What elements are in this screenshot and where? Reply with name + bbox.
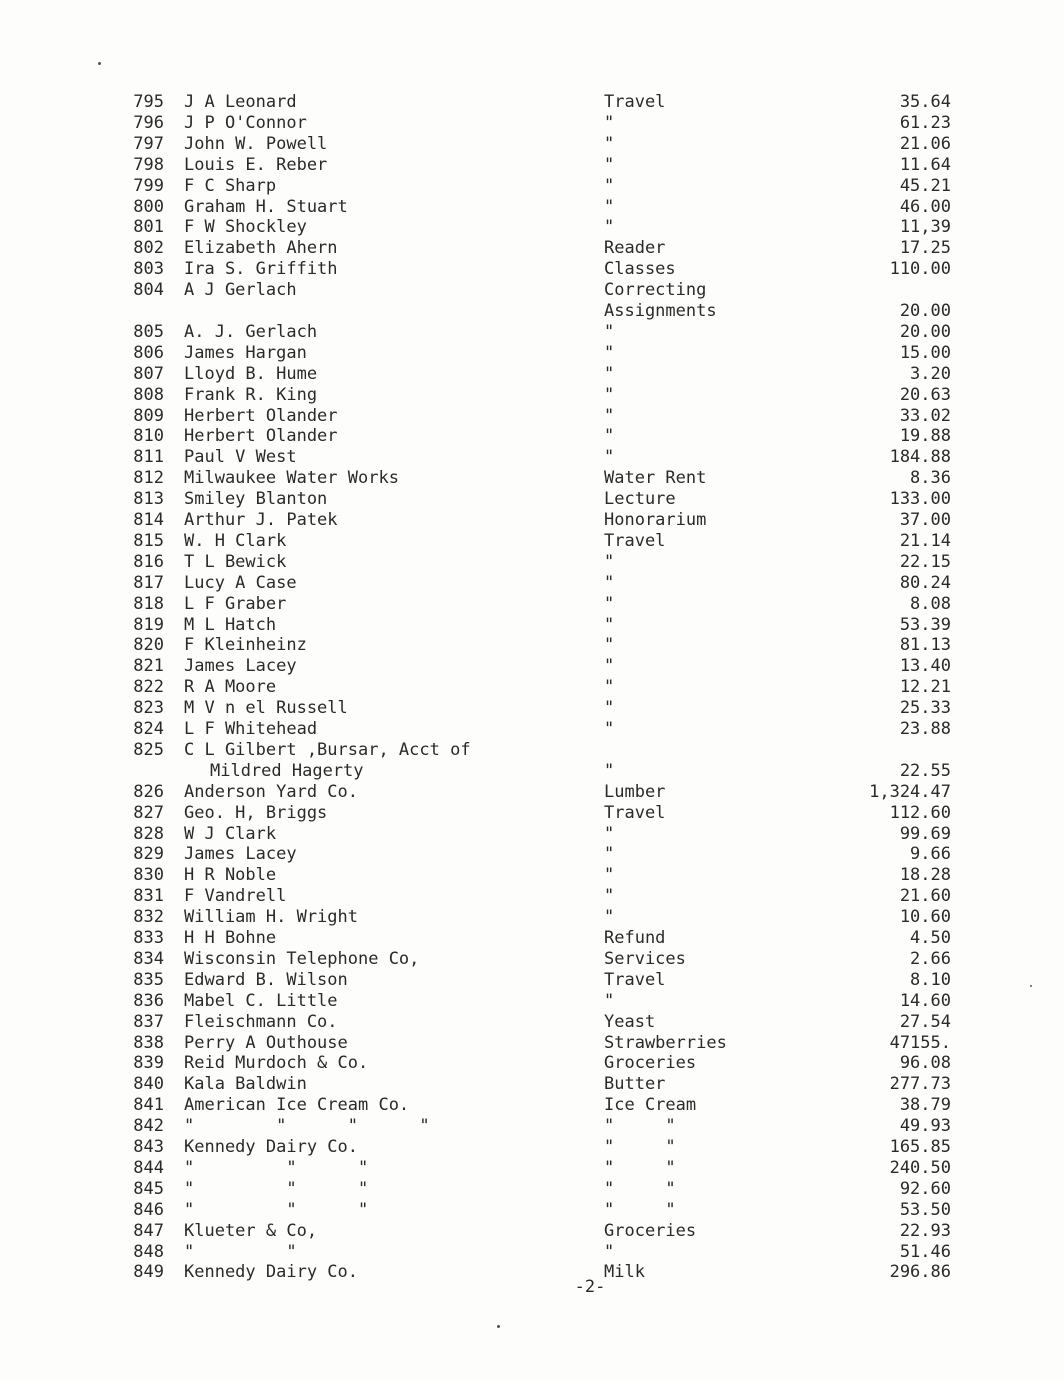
payment-amount: 25.33	[899, 698, 951, 719]
page-number: -2-	[574, 1277, 606, 1297]
payment-purpose: "	[604, 844, 615, 865]
ledger-row	[0, 594, 1064, 615]
voucher-number: 843	[133, 1137, 164, 1157]
payee-name: John W. Powell	[184, 133, 328, 154]
payee-name: W J Clark	[184, 823, 277, 844]
payment-purpose: " "	[604, 1199, 676, 1220]
payee-name: Frank R. King	[184, 384, 318, 405]
voucher-number: 834	[133, 948, 164, 969]
ledger-row	[0, 635, 1064, 656]
payment-purpose: Travel	[604, 802, 666, 823]
ledger-row	[0, 364, 1064, 385]
payee-name: " " "	[184, 1157, 369, 1178]
payment-purpose: "	[604, 426, 615, 447]
voucher-number: 808	[133, 384, 164, 405]
payee-name: James Hargan	[184, 342, 307, 363]
payment-purpose: "	[604, 363, 615, 384]
payment-purpose: "	[604, 907, 615, 928]
ledger-row	[0, 698, 1064, 719]
voucher-number: 816	[133, 551, 164, 572]
voucher-number: 849	[133, 1262, 164, 1283]
ledger-row	[0, 322, 1064, 343]
payee-name: Smiley Blanton	[184, 489, 328, 510]
ledger-row	[0, 844, 1064, 865]
ledger-row	[0, 573, 1064, 594]
ledger-row	[0, 656, 1064, 677]
payment-purpose: Travel	[604, 969, 666, 990]
ledger-row	[0, 259, 1064, 280]
payment-amount: 22.15	[899, 551, 951, 572]
payment-amount: 11,39	[899, 217, 951, 238]
payment-amount: 112.60	[889, 802, 951, 823]
payment-purpose-continued: Assignments	[604, 300, 717, 321]
ledger-row	[0, 886, 1064, 907]
payee-name: J A Leonard	[184, 92, 297, 112]
voucher-number: 824	[133, 719, 164, 739]
payee-name: Herbert Olander	[184, 426, 338, 447]
payment-amount: 2.66	[910, 948, 951, 969]
voucher-number: 829	[133, 844, 164, 865]
ledger-row	[0, 489, 1064, 510]
payee-name: A J Gerlach	[184, 280, 297, 301]
ledger-row	[0, 155, 1064, 176]
payee-name: M L Hatch	[184, 614, 277, 635]
payment-purpose: Ice Cream	[604, 1095, 697, 1116]
payment-purpose: Services	[604, 948, 686, 969]
payment-amount: 23.88	[899, 719, 951, 739]
payment-purpose: Correcting	[604, 280, 707, 301]
ledger-row	[0, 510, 1064, 531]
voucher-number: 831	[133, 886, 164, 907]
payment-amount: 133.00	[889, 489, 951, 510]
payment-amount: 277.73	[889, 1074, 951, 1095]
payment-purpose: "	[604, 593, 615, 614]
payee-name: James Lacey	[184, 656, 297, 677]
voucher-number: 801	[133, 217, 164, 238]
payment-amount: 9.66	[910, 844, 951, 865]
paper-speck	[1030, 985, 1032, 987]
payee-name: Kala Baldwin	[184, 1074, 307, 1095]
ledger-row	[0, 1200, 1064, 1221]
payee-name: Anderson Yard Co.	[184, 781, 358, 802]
ledger-row	[0, 1095, 1064, 1116]
payee-name: Paul V West	[184, 447, 297, 468]
payment-amount: 4.50	[910, 928, 951, 948]
voucher-number: 847	[133, 1220, 164, 1241]
ledger-row	[0, 176, 1064, 197]
payment-purpose: "	[604, 698, 615, 719]
payee-name: M V n el Russell	[184, 698, 348, 719]
ledger-row	[0, 343, 1064, 364]
voucher-number: 830	[133, 865, 164, 886]
ledger-row	[0, 1221, 1064, 1242]
payment-amount: 21.14	[899, 530, 951, 551]
ledger-row	[0, 280, 1064, 321]
payment-amount: 18.28	[899, 865, 951, 886]
payment-amount: 47155.	[889, 1032, 951, 1053]
payment-purpose: "	[604, 719, 615, 739]
payee-name: R A Moore	[184, 677, 277, 698]
payment-amount: 15.00	[899, 342, 951, 363]
payment-amount: 45.21	[899, 175, 951, 196]
payee-name: " " "	[184, 1199, 369, 1220]
payment-purpose: "	[604, 154, 615, 175]
ledger-row	[0, 406, 1064, 427]
voucher-number: 815	[133, 530, 164, 551]
voucher-number: 823	[133, 698, 164, 719]
payee-name: F C Sharp	[184, 175, 277, 196]
payment-amount: 61.23	[899, 112, 951, 133]
payment-amount: 240.50	[889, 1157, 951, 1178]
ledger-row	[0, 426, 1064, 447]
voucher-number: 837	[133, 1011, 164, 1032]
voucher-number: 795	[133, 92, 164, 112]
ledger-row	[0, 134, 1064, 155]
payment-purpose: Lecture	[604, 489, 676, 510]
payment-amount: 13.40	[899, 656, 951, 677]
ledger-row	[0, 385, 1064, 406]
payment-purpose: "	[604, 447, 615, 468]
payment-purpose: "	[604, 656, 615, 677]
payment-purpose: "	[604, 405, 615, 426]
payment-amount: 99.69	[899, 823, 951, 844]
payment-purpose: "	[604, 635, 615, 656]
payee-name: L F Graber	[184, 593, 287, 614]
payment-amount: 20.63	[899, 384, 951, 405]
ledger-row	[0, 719, 1064, 740]
payment-amount: 20.00	[899, 321, 951, 342]
payment-amount: 20.00	[899, 300, 951, 321]
voucher-number: 821	[133, 656, 164, 677]
payment-amount: 12.21	[899, 677, 951, 698]
payment-amount: 27.54	[899, 1011, 951, 1032]
voucher-number: 799	[133, 175, 164, 196]
ledger-row	[0, 803, 1064, 824]
payment-amount: 8.36	[910, 468, 951, 489]
voucher-number: 803	[133, 259, 164, 280]
payment-purpose: " "	[604, 1116, 676, 1137]
payee-name: Lucy A Case	[184, 572, 297, 593]
voucher-number: 809	[133, 405, 164, 426]
voucher-number: 833	[133, 928, 164, 948]
payment-purpose: Milk	[604, 1262, 645, 1283]
payment-amount: 49.93	[899, 1116, 951, 1137]
ledger-row	[0, 991, 1064, 1012]
voucher-number: 822	[133, 677, 164, 698]
voucher-number: 826	[133, 781, 164, 802]
payment-purpose: Reader	[604, 238, 666, 259]
payment-purpose: Classes	[604, 259, 676, 280]
payment-purpose: "	[604, 677, 615, 698]
paper-speck	[497, 1325, 500, 1328]
voucher-number: 813	[133, 489, 164, 510]
payment-purpose: "	[604, 384, 615, 405]
ledger-row	[0, 1242, 1064, 1263]
payment-purpose: Honorarium	[604, 510, 707, 530]
voucher-number: 828	[133, 823, 164, 844]
payment-amount: 96.08	[899, 1053, 951, 1074]
voucher-number: 825	[133, 739, 164, 760]
ledger-row	[0, 1053, 1064, 1074]
payment-amount: 19.88	[899, 426, 951, 447]
payment-purpose: Yeast	[604, 1011, 656, 1032]
payment-amount: 184.88	[889, 447, 951, 468]
ledger-row	[0, 468, 1064, 489]
voucher-number: 802	[133, 238, 164, 259]
payment-amount: 46.00	[899, 196, 951, 217]
payment-purpose: Groceries	[604, 1053, 697, 1074]
payment-purpose: " "	[604, 1157, 676, 1178]
payment-amount: 3.20	[910, 363, 951, 384]
ledger-row	[0, 1074, 1064, 1095]
voucher-number: 800	[133, 196, 164, 217]
payment-purpose: "	[604, 823, 615, 844]
payment-amount: 21.60	[899, 886, 951, 907]
payment-amount: 8.08	[910, 593, 951, 614]
ledger-row	[0, 1033, 1064, 1054]
payee-name: Fleischmann Co.	[184, 1011, 338, 1032]
payee-name: American Ice Cream Co.	[184, 1095, 410, 1116]
payment-purpose: "	[604, 572, 615, 593]
ledger-row	[0, 865, 1064, 886]
payment-amount: 33.02	[899, 405, 951, 426]
voucher-number: 838	[133, 1032, 164, 1053]
voucher-number: 807	[133, 363, 164, 384]
voucher-number: 804	[133, 280, 164, 301]
payee-name: Lloyd B. Hume	[184, 363, 318, 384]
payee-name: J P O'Connor	[184, 112, 307, 133]
payee-name: " "	[184, 1241, 297, 1262]
ledger-row	[0, 949, 1064, 970]
payee-name: Edward B. Wilson	[184, 969, 348, 990]
payee-name: F Vandrell	[184, 886, 287, 907]
payee-name: C L Gilbert ,Bursar, Acct of	[184, 739, 471, 760]
payee-name: Herbert Olander	[184, 405, 338, 426]
ledger-row	[0, 1116, 1064, 1137]
voucher-number: 835	[133, 969, 164, 990]
ledger-row	[0, 113, 1064, 134]
voucher-number: 806	[133, 342, 164, 363]
payment-purpose: "	[604, 217, 615, 238]
ledger-row	[0, 928, 1064, 949]
payment-purpose: "	[604, 1241, 615, 1262]
voucher-number: 796	[133, 112, 164, 133]
payment-purpose: Refund	[604, 928, 666, 948]
ledger-row	[0, 824, 1064, 845]
payment-amount: 38.79	[899, 1095, 951, 1116]
voucher-number: 845	[133, 1178, 164, 1199]
voucher-number: 840	[133, 1074, 164, 1095]
payee-name: F Kleinheinz	[184, 635, 307, 656]
payment-purpose: "	[604, 321, 615, 342]
payee-name: Reid Murdoch & Co.	[184, 1053, 369, 1074]
voucher-number: 820	[133, 635, 164, 656]
payee-name: Graham H. Stuart	[184, 196, 348, 217]
ledger-row	[0, 1158, 1064, 1179]
payment-purpose: "	[604, 196, 615, 217]
voucher-number: 842	[133, 1116, 164, 1137]
ledger-row	[0, 197, 1064, 218]
payment-amount: 11.64	[899, 154, 951, 175]
voucher-number: 836	[133, 990, 164, 1011]
payee-name: T L Bewick	[184, 551, 287, 572]
payment-purpose: Water Rent	[604, 468, 707, 489]
payee-name: Kennedy Dairy Co.	[184, 1262, 358, 1283]
payee-name: Kennedy Dairy Co.	[184, 1137, 358, 1157]
voucher-number: 819	[133, 614, 164, 635]
payee-name: Wisconsin Telephone Co,	[184, 948, 420, 969]
payee-name: Milwaukee Water Works	[184, 468, 399, 489]
payee-name: H H Bohne	[184, 928, 277, 948]
ledger-row	[0, 970, 1064, 991]
payment-purpose: "	[604, 112, 615, 133]
payment-amount: 10.60	[899, 907, 951, 928]
ledger-row	[0, 782, 1064, 803]
voucher-number: 811	[133, 447, 164, 468]
voucher-number: 797	[133, 133, 164, 154]
payment-amount: 22.93	[899, 1220, 951, 1241]
payment-purpose: Butter	[604, 1074, 666, 1095]
payment-purpose: Groceries	[604, 1220, 697, 1241]
payment-amount: 8.10	[910, 969, 951, 990]
payee-name-continued: Mildred Hagerty	[210, 760, 364, 781]
ledger-row	[0, 615, 1064, 636]
voucher-number: 817	[133, 572, 164, 593]
payee-name: Perry A Outhouse	[184, 1032, 348, 1053]
payment-amount: 22.55	[899, 760, 951, 781]
payee-name: A. J. Gerlach	[184, 321, 318, 342]
payment-purpose: Lumber	[604, 781, 666, 802]
payee-name: F W Shockley	[184, 217, 307, 238]
ledger-row	[0, 739, 1064, 781]
payment-purpose: "	[604, 133, 615, 154]
payment-purpose: Travel	[604, 92, 666, 112]
payment-purpose: Travel	[604, 530, 666, 551]
voucher-number: 844	[133, 1157, 164, 1178]
ledger-row	[0, 531, 1064, 552]
payee-name: " " "	[184, 1178, 369, 1199]
ledger-row	[0, 217, 1064, 238]
ledger-row	[0, 238, 1064, 259]
payment-purpose: "	[604, 614, 615, 635]
ledger-row	[0, 1179, 1064, 1200]
paper-speck	[98, 62, 101, 65]
voucher-number: 810	[133, 426, 164, 447]
payment-amount: 35.64	[899, 92, 951, 112]
payee-name: W. H Clark	[184, 530, 287, 551]
payee-name: " " " "	[184, 1116, 430, 1137]
payee-name: William H. Wright	[184, 907, 358, 928]
payment-amount: 81.13	[899, 635, 951, 656]
voucher-number: 832	[133, 907, 164, 928]
voucher-number: 812	[133, 468, 164, 489]
payment-purpose: "	[604, 865, 615, 886]
voucher-number: 841	[133, 1095, 164, 1116]
payment-purpose: Strawberries	[604, 1032, 727, 1053]
payment-amount: 110.00	[889, 259, 951, 280]
payment-amount: 21.06	[899, 133, 951, 154]
voucher-number: 846	[133, 1199, 164, 1220]
ledger-row	[0, 1012, 1064, 1033]
payment-amount: 53.39	[899, 614, 951, 635]
payment-amount: 165.85	[889, 1137, 951, 1157]
voucher-number: 827	[133, 802, 164, 823]
payment-purpose: " "	[604, 1137, 676, 1157]
payment-purpose: "	[604, 990, 615, 1011]
payee-name: H R Noble	[184, 865, 277, 886]
ledger-row	[0, 677, 1064, 698]
payment-purpose: "	[604, 342, 615, 363]
voucher-number: 848	[133, 1241, 164, 1262]
payment-amount: 92.60	[899, 1178, 951, 1199]
payment-purpose: "	[604, 886, 615, 907]
ledger-row	[0, 92, 1064, 113]
payment-amount: 51.46	[899, 1241, 951, 1262]
payment-amount: 296.86	[889, 1262, 951, 1283]
payment-purpose: " "	[604, 1178, 676, 1199]
voucher-number: 798	[133, 154, 164, 175]
payment-amount: 53.50	[899, 1199, 951, 1220]
payment-purpose-continued: "	[604, 760, 615, 781]
payee-name: James Lacey	[184, 844, 297, 865]
payee-name: Klueter & Co,	[184, 1220, 318, 1241]
payee-name: Arthur J. Patek	[184, 510, 338, 530]
payee-name: Ira S. Griffith	[184, 259, 338, 280]
ledger-row	[0, 552, 1064, 573]
payee-name: L F Whitehead	[184, 719, 318, 739]
payee-name: Elizabeth Ahern	[184, 238, 338, 259]
ledger-row	[0, 1137, 1064, 1158]
voucher-number: 818	[133, 593, 164, 614]
ledger-row	[0, 447, 1064, 468]
payment-amount: 80.24	[899, 572, 951, 593]
payment-amount: 1,324.47	[869, 781, 951, 802]
payment-amount: 37.00	[899, 510, 951, 530]
payment-purpose: "	[604, 551, 615, 572]
payment-amount: 17.25	[899, 238, 951, 259]
payee-name: Geo. H, Briggs	[184, 802, 328, 823]
payee-name: Louis E. Reber	[184, 154, 328, 175]
voucher-number: 814	[133, 510, 164, 530]
payment-purpose: "	[604, 175, 615, 196]
voucher-number: 805	[133, 321, 164, 342]
ledger-row	[0, 907, 1064, 928]
payment-amount: 14.60	[899, 990, 951, 1011]
payee-name: Mabel C. Little	[184, 990, 338, 1011]
voucher-number: 839	[133, 1053, 164, 1074]
